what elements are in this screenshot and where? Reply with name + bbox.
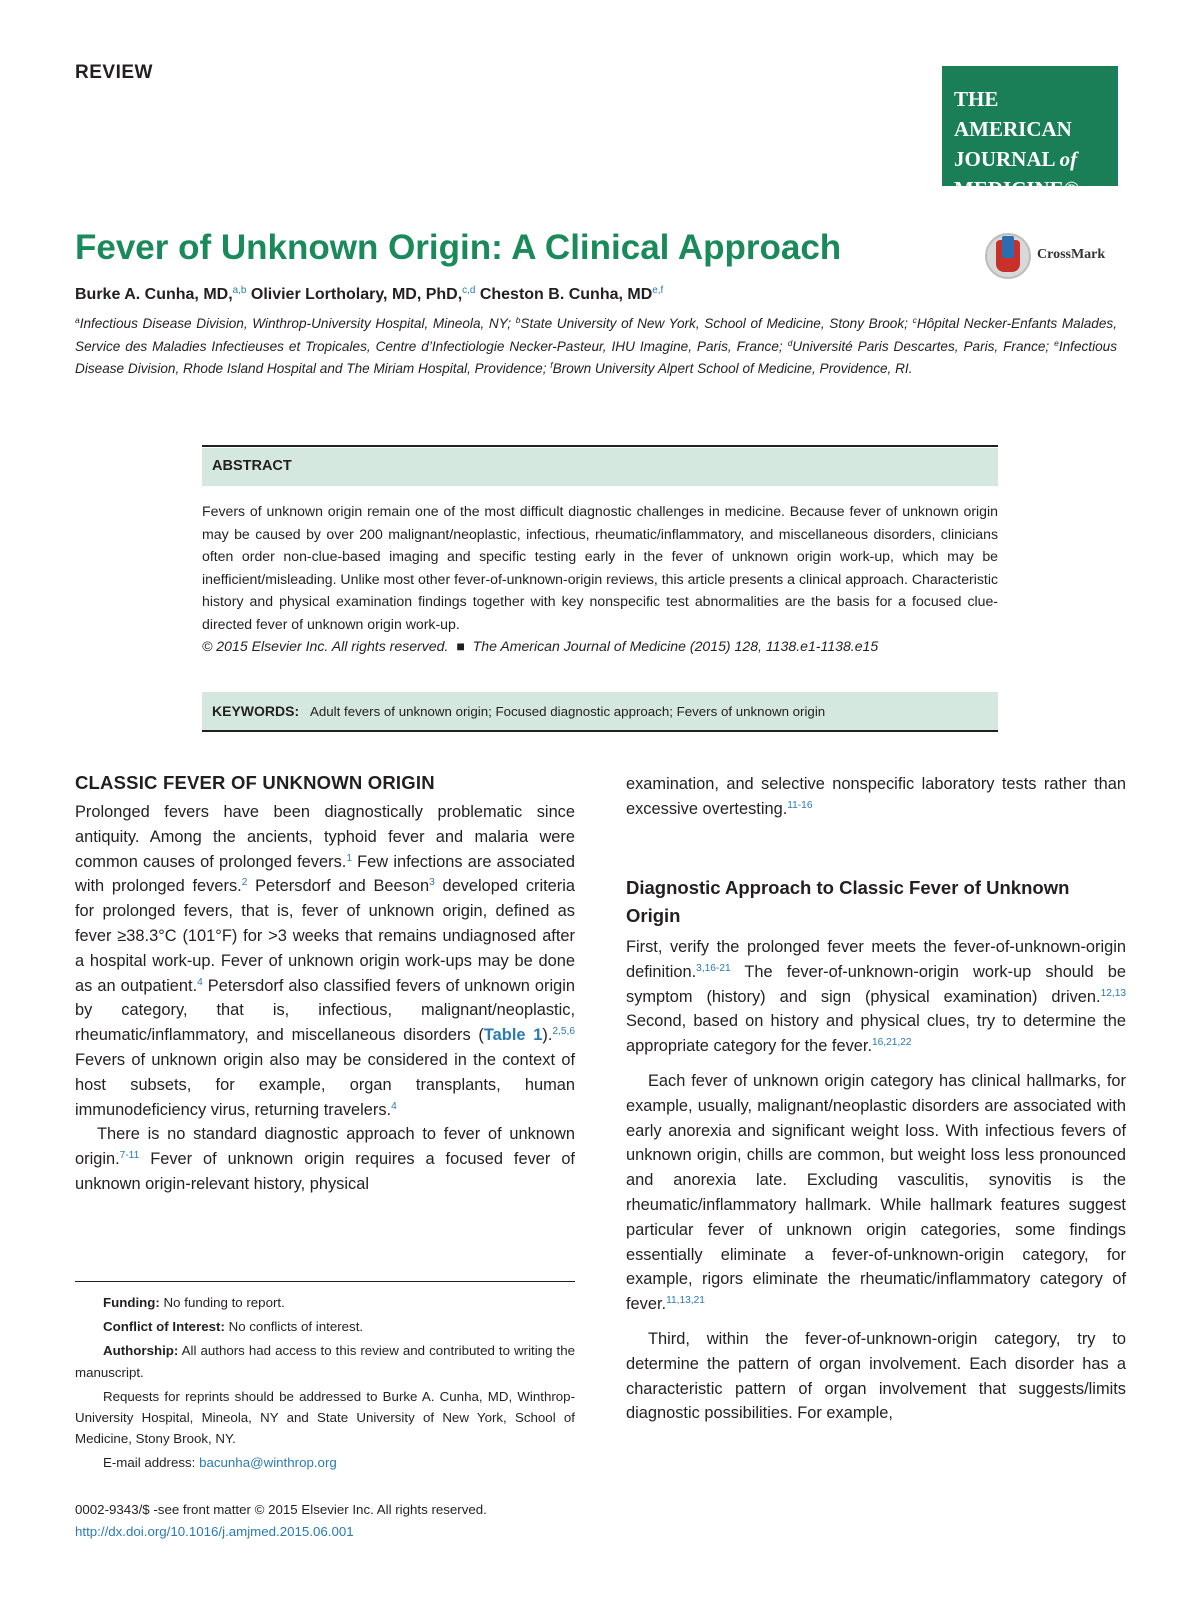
abstract-citation: The American Journal of Medicine (2015) 128, 1138.e1-1138.e15	[472, 638, 879, 654]
section-heading-classic-fuo: CLASSIC FEVER OF UNKNOWN ORIGIN	[75, 772, 435, 793]
footnotes	[75, 1292, 575, 1477]
crossmark-icon	[985, 233, 1031, 279]
author-name: Burke A. Cunha, MD,	[75, 286, 233, 303]
author-name: Cheston B. Cunha, MD	[475, 286, 653, 303]
section-label: REVIEW	[75, 62, 153, 83]
affiliations	[75, 313, 1117, 381]
abstract-header-bar	[202, 448, 998, 486]
doi-link[interactable]: http://dx.doi.org/10.1016/j.amjmed.2015.06.001	[75, 1524, 354, 1539]
left-column	[75, 800, 575, 1197]
keywords-label: KEYWORDS:	[212, 703, 300, 719]
abstract-heading: ABSTRACT	[212, 458, 292, 474]
abstract-citation-line	[202, 635, 998, 658]
funding-note: Funding: No funding to report.	[103, 1295, 285, 1310]
email-note: E-mail address: bacunha@winthrop.org	[103, 1455, 337, 1471]
journal-logo-line3: MEDICINE®	[954, 177, 1080, 201]
citation-separator: ■	[456, 638, 465, 654]
abstract-text	[202, 500, 998, 658]
journal-logo-line1: THE AMERICAN	[954, 87, 1072, 141]
right-column-top	[626, 772, 1126, 822]
reference-superscript[interactable]: 2,5,6	[552, 1026, 575, 1038]
article-title: Fever of Unknown Origin: A Clinical Approach	[75, 228, 842, 267]
abstract-body: Fevers of unknown origin remain one of the most difficult diagnostic challenges in medicine. Because fever of unknown origin may be caused by over 200 malignant/neoplastic, infectious, rheumatic/inflammatory, and miscellaneous disorders, clinicians often order non-clue-based imaging and specific testing early in the fever of unknown origin work-up, which may be inefficient/misleading. Unlike most other fever-of-unknown-origin reviews, this article presents a clinical approach. Characteristic history and physical examination findings together with key nonspecific test abnormalities are the basis for a focused clue-directed fever of unknown origin work-up.	[202, 503, 998, 632]
reference-superscript[interactable]: 1	[346, 852, 352, 864]
reference-superscript[interactable]: 4	[197, 976, 203, 988]
abstract-top-rule	[202, 445, 998, 447]
paragraph: examination, and selective nonspecific laboratory tests rather than excessive overtesting.$^{11-16}$	[626, 775, 1126, 818]
crossmark-label: CrossMark	[1037, 247, 1106, 262]
section-heading-diagnostic-approach: Diagnostic Approach to Classic Fever of Unknown Origin	[626, 877, 1070, 926]
affiliation-marker: f	[550, 359, 553, 370]
paragraph: Third, within the fever-of-unknown-origin category, try to determine the pattern of organ involvement. Each disorder has a characteristic pattern of organ involvement that suggests/limits diagnostic possibilities. For example,	[626, 1329, 1126, 1423]
reference-superscript[interactable]: 7-11	[119, 1150, 140, 1162]
author-name: Olivier Lortholary, MD, PhD,	[246, 286, 463, 303]
author-affiliation-marker[interactable]: c,d	[462, 285, 476, 297]
author-list	[75, 286, 663, 304]
affiliation-text: State University of New York, School of Medicine, Stony Brook;	[520, 316, 913, 331]
affiliation-marker: e	[1054, 337, 1059, 348]
table-link[interactable]: Table 1	[483, 1026, 543, 1045]
reference-superscript[interactable]: 11-16	[787, 799, 813, 811]
affiliation-marker: d	[787, 337, 793, 348]
affiliation-text: Université Paris Descartes, Paris, France;	[792, 338, 1055, 354]
paragraph: First, verify the prolonged fever meets the fever-of-unknown-origin definition.$^{3,16-21}$ The fever-of-unknown-origin work-up should be symptom (history) and sign (physical examination) driven.$^{12,13}$ Second, based on history and physical clues, try to determine the appropriate category for the fever.$^{16,21,22}$	[626, 938, 1126, 1056]
right-column	[626, 935, 1126, 1426]
paragraph: There is no standard diagnostic approach to fever of unknown origin.$^{7-11}$ Fever of unknown origin requires a focused fever of unknown origin-relevant history, physical	[75, 1125, 575, 1193]
conflict-note: Conflict of Interest: No conflicts of interest.	[103, 1319, 364, 1335]
author-affiliation-marker[interactable]: a,b	[232, 285, 247, 297]
affiliation-text: Hôpital Necker-Enfants Malades, Service des Maladies Infectieuses et Tropicales, Centre d’Infectiologie Necker-Pasteur, IHU Imagine, Paris, France;	[75, 316, 1117, 354]
reference-superscript[interactable]: 3,16-21	[696, 962, 731, 974]
crossmark-badge[interactable]	[985, 233, 1125, 293]
reference-superscript[interactable]: 2	[241, 877, 248, 889]
front-matter-copyright: 0002-9343/$ -see front matter © 2015 Elsevier Inc. All rights reserved.	[75, 1502, 487, 1517]
email-link[interactable]: bacunha@winthrop.org	[199, 1455, 337, 1471]
authorship-note: Authorship: All authors had access to this review and contributed to writing the manuscript.	[75, 1343, 575, 1380]
author-affiliation-marker[interactable]: e,f	[652, 285, 664, 297]
keywords-text: Adult fevers of unknown origin; Focused diagnostic approach; Fevers of unknown origin	[310, 704, 826, 719]
affiliation-text: Brown University Alpert School of Medicine, Providence, RI.	[552, 361, 913, 376]
affiliation-text: Infectious Disease Division, Rhode Island Hospital and The Miriam Hospital, Providence;	[75, 338, 1118, 376]
reference-superscript[interactable]: 3	[429, 877, 435, 889]
affiliation-marker: a	[75, 314, 80, 325]
keywords-box	[202, 692, 998, 732]
journal-logo-of: of	[1059, 147, 1078, 171]
journal-logo-line2: JOURNAL	[954, 147, 1060, 171]
reference-superscript[interactable]: 11,13,21	[666, 1295, 705, 1307]
paragraph: Prolonged fevers have been diagnostically problematic since antiquity. Among the ancients, typhoid fever and malaria were common causes of prolonged fevers.$^1$ Few infections are associated with prolonged fevers.$^2$ Petersdorf and Beeson$^3$ developed criteria for prolonged fevers, that is, fever of unknown origin, defined as fever ≥38.3°C (101°F) for >3 weeks that remains undiagnosed after a hospital work-up. Fever of unknown origin work-ups may be done as an outpatient.$^4$ Petersdorf also classified fevers of unknown origin by category, that is, infectious, malignant/neoplastic, rheumatic/inflammatory, and miscellaneous disorders (Table 1).$^{2,5,6}$ Fevers of unknown origin also may be considered in the context of host subsets, for example, organ transplants, human immunodeficiency virus, returning travelers.$^4$	[75, 803, 576, 1119]
affiliation-marker: b	[515, 314, 521, 325]
footnote-rule	[75, 1281, 575, 1282]
reference-superscript[interactable]: 4	[391, 1100, 397, 1112]
affiliation-text: Infectious Disease Division, Winthrop-University Hospital, Mineola, NY;	[79, 316, 516, 331]
reprints-note: Requests for reprints should be addressed to Burke A. Cunha, MD, Winthrop-University Hospital, Mineola, NY and State University of New York, School of Medicine, Stony Brook, NY.	[75, 1388, 575, 1447]
journal-logo	[942, 66, 1118, 201]
reference-superscript[interactable]: 16,21,22	[872, 1037, 912, 1049]
reference-superscript[interactable]: 12,13	[1100, 987, 1126, 999]
paragraph: Each fever of unknown origin category has clinical hallmarks, for example, usually, malignant/neoplastic disorders are associated with early anorexia and significant weight loss. With infectious fevers of unknown origin, chills are common, but weight loss less pronounced and anorexia late. Excluding vasculitis, synovitis is the rheumatic/inflammatory hallmark. While hallmark features suggest particular fever of unknown origin categories, some findings essentially eliminate a fever-of-unknown-origin category, for example, rigors eliminate the rheumatic/inflammatory category of fever.$^{11,13,21}$	[626, 1071, 1126, 1314]
abstract-copyright: © 2015 Elsevier Inc. All rights reserved.	[202, 638, 449, 654]
affiliation-marker: c	[912, 314, 917, 325]
